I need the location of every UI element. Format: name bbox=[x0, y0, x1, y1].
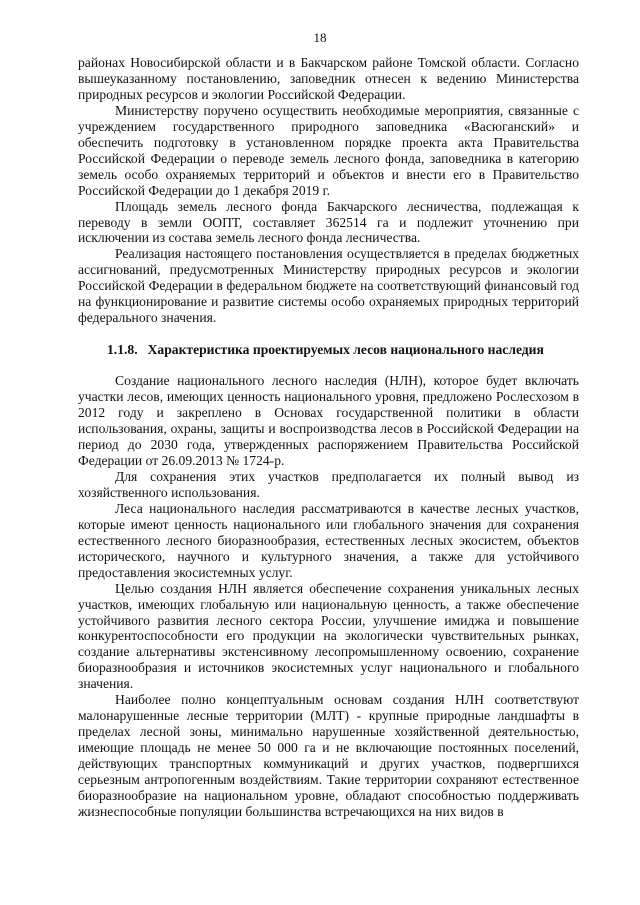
page-body bbox=[78, 55, 579, 820]
paragraph-bakchar-area: Площадь земель лесного фонда Бакчарского лесничества, подлежащая к переводу в земли ООПТ, составляет 362514 га и подлежит уточнению при исключении из состава земель лесного фонда лесничества. bbox=[78, 198, 579, 246]
section-number: 1.1.8. bbox=[107, 342, 138, 358]
paragraph-ministry-tasks: Министерству поручено осуществить необходимые мероприятия, связанные с учреждением государственного природного заповедника «Васюганский» и обеспечить подготовку в установленном порядке проекта акта Правительства Российской Федерации о переводе земель лесного фонда, заповедника в категорию земель особо охраняемых территорий и объектов и внести его в Правительство Российской Федерации до 1 декабря 2019 г. bbox=[78, 102, 579, 198]
paragraph-mlt-description: Наиболее полно концептуальным основам создания НЛН соответствуют малонарушенные лесные территории (МЛТ) - крупные природные ландшафты в пределах лесной зоны, минимально нарушенные хозяйственной деятельностью, имеющие площадь не менее 50 000 га и не включающие постоянных поселений, действующих транспортных коммуникаций и других участков, подвергшихся серьезным антропогенным воздействиям. Такие территории сохраняют естественное биоразнообразие на национальном уровне, обладают способностью поддерживать жизнеспособные популяции большинства встречающихся на них видов в bbox=[78, 692, 579, 819]
paragraph-nln-goal: Целью создания НЛН является обеспечение сохранения уникальных лесных участков, имеющих глобальную или национальную ценность, а также обеспечение устойчивого развития лесного сектора России, улучшение имиджа и повышение конкурентоспособности его продукции на экологически чувствительных рынках, создание альтернативы экстенсивному лесопромышленному освоению, сохранение биоразнообразия и источников экосистемных услуг национального и глобального значения. bbox=[78, 580, 579, 692]
page-number: 18 bbox=[313, 30, 327, 45]
section-title: Характеристика проектируемых лесов национального наследия bbox=[147, 342, 544, 358]
paragraph-nln-definition: Леса национального наследия рассматриваются в качестве лесных участков, которые имеют ценность национального или глобального значения для сохранения естественного лесного биоразнообразия, естественных лесных экосистем, объектов исторического, научного и культурного значения, а также для устойчивого предоставления экосистемных услуг. bbox=[78, 500, 579, 580]
paragraph-nln-withdrawal: Для сохранения этих участков предполагается их полный вывод из хозяйственного использования. bbox=[78, 468, 579, 500]
section-heading bbox=[78, 342, 579, 358]
paragraph-nln-creation: Создание национального лесного наследия (НЛН), которое будет включать участки лесов, имеющих ценность национального уровня, предложено Рослесхозом в 2012 году и закреплено в Основах государственной политики в области использования, охраны, защиты и воспроизводства лесов в Российской Федерации на период до 2030 года, утвержденных распоряжением Правительства Российской Федерации от 26.09.2013 № 1724-р. bbox=[78, 373, 579, 468]
paragraph-continuation: районах Новосибирской области и в Бакчарском районе Томской области. Согласно вышеуказанному постановлению, заповедник отнесен к ведению Министерства природных ресурсов и экологии Российской Федерации. bbox=[78, 55, 579, 102]
paragraph-budget-implementation: Реализация настоящего постановления осуществляется в пределах бюджетных ассигнований, предусмотренных Министерству природных ресурсов и экологии Российской Федерации в федеральном бюджете на соответствующий финансовый год на функционирование и развитие системы особо охраняемых природных территорий федерального значения. bbox=[78, 246, 579, 326]
